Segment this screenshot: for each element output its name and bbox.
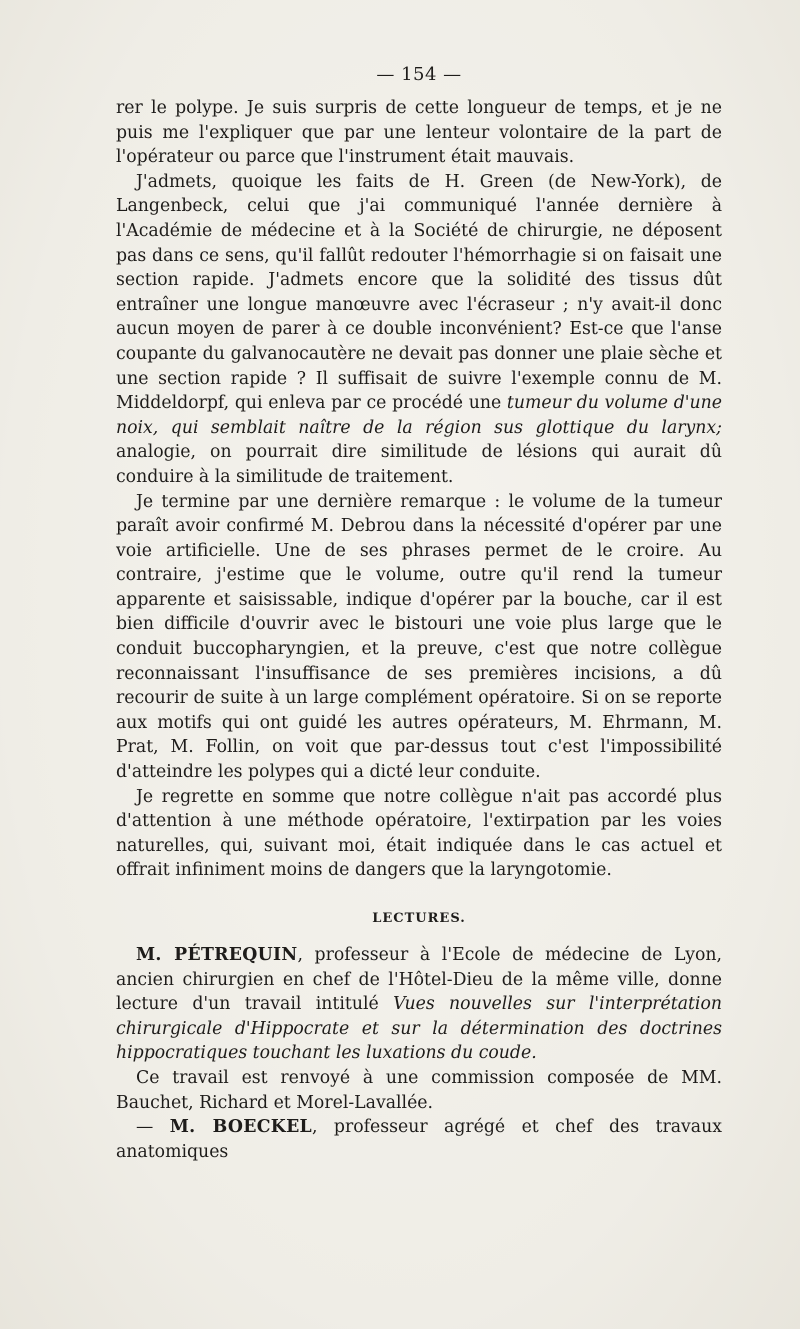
- lecture-3-prefix: —: [136, 1117, 170, 1138]
- paragraph-4: [116, 785, 722, 883]
- paragraph-2-italic: tumeur du volume d'une noix, qui semblait naître de la région sus glottique du larynx;: [116, 393, 722, 438]
- page-body: [116, 60, 722, 1164]
- lecture-3: [116, 1115, 722, 1164]
- lecture-1-text: , professeur à l'Ecole de médecine de Lyon, ancien chirurgien en chef de l'Hôtel-Dieu de la même ville, donne lecture d'un travail intitulé: [116, 945, 722, 1015]
- lecture-3-text: , professeur agrégé et chef des travaux anatomiques: [116, 1117, 722, 1162]
- paragraph-4-text: Je regrette en somme que notre collègue n'ait pas accordé plus d'attention à une méthode opératoire, l'extirpation par les voies naturelles, qui, suivant moi, était indiquée dans le cas actuel et offrait infiniment moins de dangers que la laryngotomie.: [116, 786, 722, 881]
- paragraph-2: [116, 170, 722, 490]
- lecture-2: [116, 1066, 722, 1115]
- lecture-1-italic: Vues nouvelles sur l'interprétation chirurgicale d'Hippocrate et sur la détermination des doctrines hippocratiques touchant les luxations du coude.: [116, 994, 722, 1064]
- lecture-3-speaker: M. BOECKEL: [169, 1117, 313, 1138]
- paragraph-2-text-after: analogie, on pourrait dire similitude de lésions qui aurait dû conduire à la similitude de traitement.: [116, 442, 722, 487]
- lecture-1-speaker: M. PÉTREQUIN: [136, 945, 298, 965]
- paragraph-3-text: Je termine par une dernière remarque : le volume de la tumeur paraît avoir confirmé M. Debrou dans la nécessité d'opérer par une voie artificielle. Une de ses phrases permet de le croire. Au contraire, j'estime que le volume, outre qu'il rend la tumeur apparente et saisissable, indique d'opérer par la bouche, car il est bien difficile d'ouvrir avec le bistouri une voie plus large que le conduit buccopharyngien, et la preuve, c'est que notre collègue reconnaissant l'insuffisance de ses premières incisions, a dû recourir de suite à un large complément opératoire. Si on se reporte aux motifs qui ont guidé les autres opérateurs, M. Ehrmann, M. Prat, M. Follin, on voit que par-dessus tout c'est l'impossibilité d'atteindre les polypes qui a dicté leur conduite.: [116, 491, 722, 783]
- paragraph-1-text: rer le polype. Je suis surpris de cette longueur de temps, et je ne puis me l'expliquer que par une lenteur volontaire de la part de l'opérateur ou parce que l'instrument était mauvais.: [116, 98, 722, 168]
- section-heading-lectures: LECTURES.: [372, 911, 466, 926]
- page-number: — 154 —: [376, 64, 462, 85]
- paragraph-3: [116, 490, 722, 785]
- lecture-1: [116, 943, 722, 1066]
- paragraph-1: [116, 96, 722, 170]
- paragraph-2-text: J'admets, quoique les faits de H. Green (de New-York), de Langenbeck, celui que j'ai communiqué l'année dernière à l'Académie de médecine et à la Société de chirurgie, ne déposent pas dans ce sens, qu'il fallût redouter l'hémorrhagie si on faisait une section rapide. J'admets encore que la solidité des tissus dût entraîner une longue manœuvre avec l'écraseur ; n'y avait-il donc aucun moyen de parer à ce double inconvénient? Est-ce que l'anse coupante du galvanocautère ne devait pas donner une plaie sèche et une section rapide ? Il suffisait de suivre l'exemple connu de M. Middeldorpf, qui enleva par ce procédé une: [116, 171, 722, 414]
- lecture-2-text: Ce travail est renvoyé à une commission composée de MM. Bauchet, Richard et Morel-Lavallée.: [116, 1067, 722, 1113]
